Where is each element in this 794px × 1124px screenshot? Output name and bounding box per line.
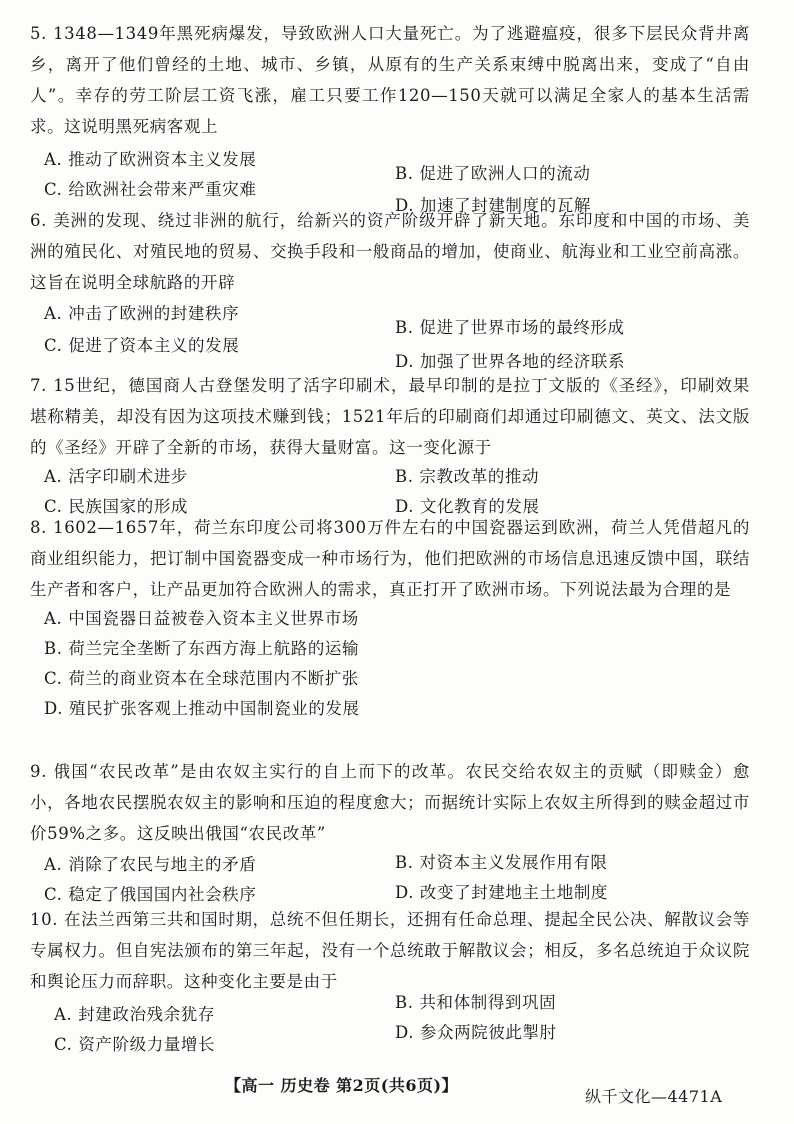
option-c: C. 资产阶级力量增长: [54, 1035, 216, 1054]
option-a: A. 推动了欧洲资本主义发展: [44, 150, 257, 169]
option-b: B. 促进了欧洲人口的流动: [395, 164, 591, 183]
option-b: B. 促进了世界市场的最终形成: [395, 318, 625, 337]
option-d: D. 加速了封建制度的瓦解: [395, 196, 591, 215]
footer-page-info: 【高一 历史卷 第2页(共6页)】: [225, 1076, 459, 1095]
question-8: [30, 512, 750, 729]
question-6-stem: 6. 美洲的发现、绕过非洲的航行，给新兴的资产阶级开辟了新天地。东印度和中国的市场、美洲的殖民化、对殖民地的贸易、交换手段和一般商品的增加，使商业、航海业和工业空前高涨。这旨在说明全球航路的开辟: [30, 211, 750, 292]
option-c: C. 荷兰的商业资本在全球范围内不断扩张: [44, 669, 360, 688]
question-8-stem: 8. 1602—1657年，荷兰东印度公司将300万件左右的中国瓷器运到欧洲，荷兰人凭借超凡的商业组织能力，把订制中国瓷器变成一种市场行为，他们把欧洲的市场信息迅速反馈中国，联结生产者和客户，让产品更加符合欧洲人的需求，真正打开了欧洲市场。下列说法最为合理的是: [30, 518, 750, 599]
footer-publisher-code: 纵千文化—4471A: [585, 1087, 723, 1106]
option-b: B. 宗教改革的推动: [395, 467, 540, 486]
question-8-options: [44, 605, 750, 729]
question-9-stem: 9. 俄国“农民改革”是由农奴主实行的自上而下的改革。农民交给农奴主的贡赋（即赎金）愈小，各地农民摆脱农奴主的影响和压迫的程度愈大；而据统计实际上农奴主所得到的赎金超过市价59%之多。这反映出俄国“农民改革”: [30, 762, 750, 843]
option-c: C. 促进了资本主义的发展: [44, 336, 240, 355]
question-9: [30, 756, 750, 919]
option-c: C. 给欧洲社会带来严重灾难: [44, 180, 257, 199]
question-10-options: [44, 993, 750, 1067]
option-b: B. 共和体制得到巩固: [395, 993, 557, 1012]
option-d: D. 加强了世界各地的经济联系: [395, 352, 626, 371]
option-d: D. 改变了封建地主土地制度: [395, 883, 609, 902]
question-5: [30, 18, 750, 232]
option-d: D. 文化教育的发展: [395, 497, 540, 516]
option-a: A. 中国瓷器日益被卷入资本主义世界市场: [44, 609, 359, 628]
option-d: D. 参众两院彼此掣肘: [395, 1023, 557, 1042]
question-7: [30, 370, 750, 533]
option-a: A. 封建政治残余犹存: [54, 1005, 216, 1024]
question-10-stem: 10. 在法兰西第三共和国时期，总统不但任期长，还拥有任命总理、提起全民公决、解散议会等专属权力。但自宪法颁布的第三年起，没有一个总统敢于解散议会；相反，多名总统迫于众议院和舆论压力而辞职。这种变化主要是由于: [30, 910, 750, 991]
option-d: D. 殖民扩张客观上推动中国制瓷业的发展: [44, 699, 360, 718]
question-5-stem: 5. 1348—1349年黑死病爆发，导致欧洲人口大量死亡。为了逃避瘟疫，很多下层民众背井离乡，离开了他们曾经的土地、城市、乡镇，从原有的生产关系束缚中脱离出来，变成了“自由人”。幸存的劳工阶层工资飞涨，雇工只要工作120—150天就可以满足全家人的基本生活需求。这说明黑死病客观上: [30, 24, 750, 136]
option-a: A. 活字印刷术进步: [44, 467, 188, 486]
option-b: B. 荷兰完全垄断了东西方海上航路的运输: [44, 639, 360, 658]
question-10: [30, 904, 750, 1067]
option-c: C. 稳定了俄国国内社会秩序: [44, 885, 257, 904]
option-a: A. 消除了农民与地主的矛盾: [44, 855, 257, 874]
option-a: A. 冲击了欧洲的封建秩序: [44, 304, 240, 323]
page-footer: [0, 1068, 794, 1108]
option-c: C. 民族国家的形成: [44, 497, 189, 516]
option-b: B. 对资本主义发展作用有限: [395, 853, 608, 872]
question-7-stem: 7. 15世纪，德国商人古登堡发明了活字印刷术，最早印制的是拉丁文版的《圣经》，印刷效果堪称精美，却没有因为这项技术赚到钱；1521年后的印刷商们却通过印刷德文、英文、法文版的《圣经》开辟了全新的市场，获得大量财富。这一变化源于: [30, 376, 750, 457]
question-6: [30, 205, 750, 388]
